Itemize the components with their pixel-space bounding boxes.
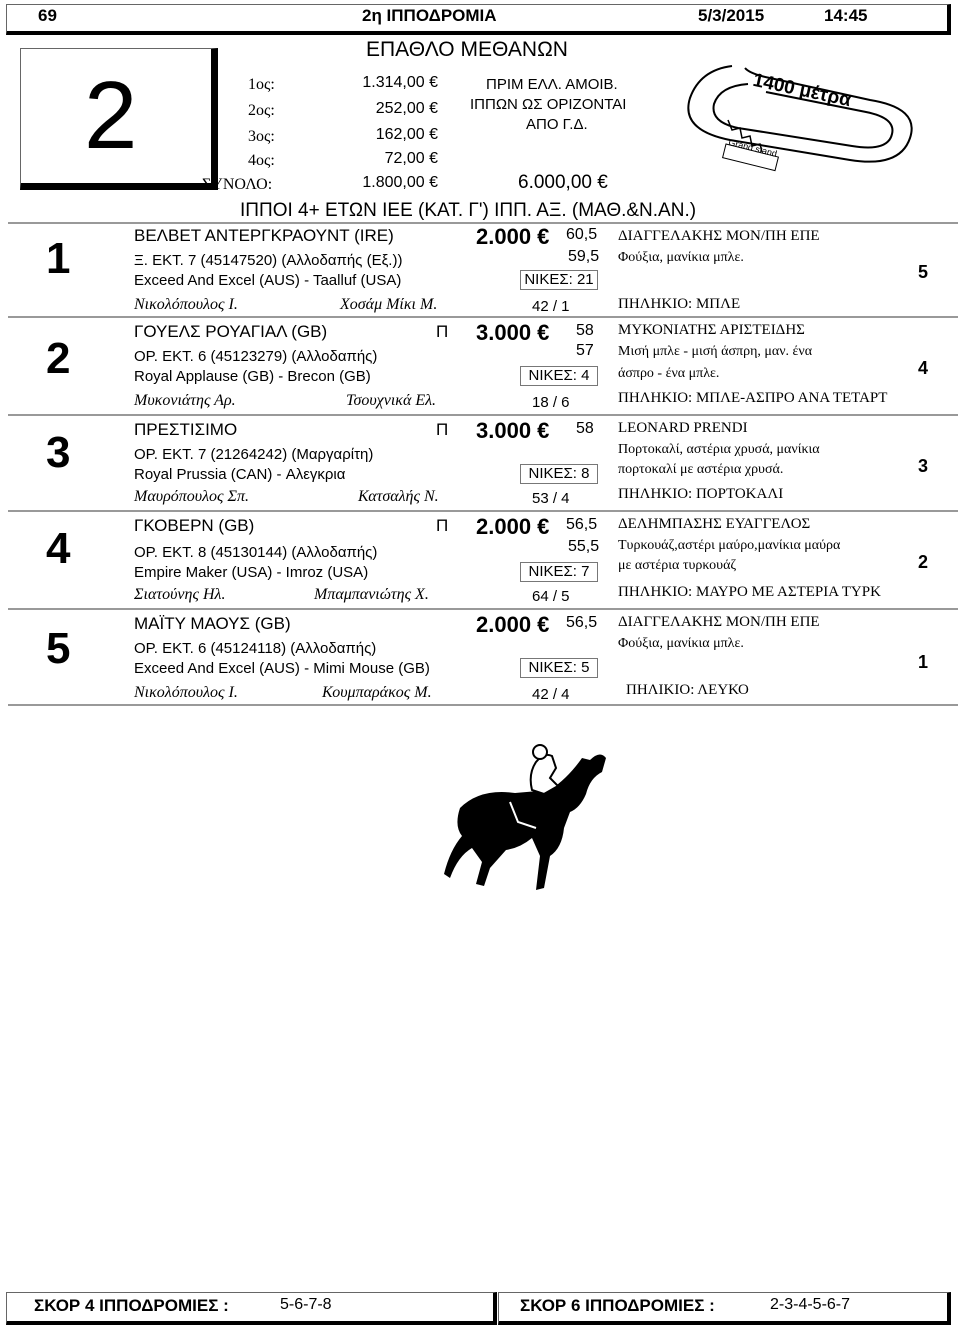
- grand-stand-label: Grand stand: [727, 137, 779, 159]
- horse-silks: Τυρκουάζ,αστέρι μαύρο,μανίκια μαύρα: [618, 538, 841, 553]
- horse-claim: 2.000 €: [476, 514, 550, 539]
- horse-wins: ΝΙΚΕΣ: 21: [520, 270, 598, 290]
- horse-post: 3: [918, 456, 929, 476]
- prize-place-1: 1ος:: [248, 76, 275, 93]
- page-number: 69: [38, 6, 57, 25]
- horse-jockey: Μαυρόπουλος Σπ.: [134, 488, 250, 505]
- horse-jockey: Νικολόπουλος Ι.: [134, 296, 238, 313]
- track-map: [670, 48, 930, 173]
- horse-rating: 42 / 4: [532, 686, 570, 703]
- horse-breeding: Royal Prussia (CAN) - Αλεγκρια: [134, 466, 346, 483]
- horse-cap: ΠΗΛΗΚΙΟ: ΠΟΡΤΟΚΑΛΙ: [618, 486, 784, 502]
- horse-claim: 3.000 €: [476, 320, 550, 345]
- horse-trainer: Κουμπαράκος Μ.: [322, 684, 432, 701]
- horse-weight-2: 59,5: [568, 248, 600, 265]
- horse-silks: Φούξια, μανίκια μπλε.: [618, 250, 744, 265]
- horse-silks-2: άσπρο - ένα μπλε.: [618, 366, 720, 381]
- horse-rating: 64 / 5: [532, 588, 570, 605]
- prize-total-label: ΣΥΝΟΛΟ:: [202, 176, 273, 193]
- horse-trainer: Κατσαλής Ν.: [358, 488, 439, 505]
- horse-breeding: Exceed And Excel (AUS) - Taalluf (USA): [134, 272, 402, 289]
- horse-trainer: Χοσάμ Μίκι Μ.: [340, 296, 438, 313]
- horse-weight: 56,5: [566, 516, 598, 533]
- horse-flag: Π: [436, 420, 449, 439]
- horse-rating: 53 / 4: [532, 490, 570, 507]
- horse-silks-2: πορτοκαλί με αστέρια χρυσά.: [618, 462, 784, 477]
- horse-silks: Φούξια, μανίκια μπλε.: [618, 636, 744, 651]
- horse-weight: 58: [576, 420, 594, 437]
- horse-silks: Πορτοκαλί, αστέρια χρυσά, μανίκια: [618, 442, 820, 457]
- score4-value: 5-6-7-8: [280, 1296, 332, 1313]
- horse-owner: ΜΥΚΟΝΙΑΤΗΣ ΑΡΙΣΤΕΙΔΗΣ: [618, 322, 805, 338]
- horse-silks: Μισή μπλε - μισή άσπρη, μαν. ένα: [618, 344, 813, 359]
- horse-post: 5: [918, 262, 929, 282]
- prize-amount-3: 162,00 €: [375, 126, 438, 143]
- race-title: ΕΠΑΘΛΟ ΜΕΘΑΝΩΝ: [366, 38, 568, 61]
- horse-name: ΠΡΕΣΤΙΣΙΜΟ: [134, 420, 238, 439]
- horse-cap: ΠΗΛΗΚΙΟ: ΜΑΥΡΟ ΜΕ ΑΣΤΕΡΙΑ ΤΥΡΚ: [618, 584, 881, 600]
- horse-jockey-illustration: [440, 738, 610, 898]
- track-distance: 1400 μέτρα: [751, 69, 853, 112]
- race-conditions: ΙΠΠΟΙ 4+ ΕΤΩΝ ΙΕΕ (ΚΑΤ. Γ') ΙΠΠ. ΑΞ. (ΜΑΘ.&Ν.ΑΝ.): [240, 200, 697, 221]
- horse-jockey: Σιατούνης Ηλ.: [134, 586, 226, 603]
- prize-place-3: 3ος:: [248, 128, 275, 145]
- horse-wins: ΝΙΚΕΣ: 4: [520, 366, 598, 386]
- horse-number: 3: [46, 428, 71, 477]
- horse-registration: Ξ. ΕΚΤ. 7 (45147520) (Αλλοδαπής (Εξ.)): [134, 252, 403, 269]
- horse-registration: ΟΡ. ΕΚΤ. 6 (45123279) (Αλλοδαπής): [134, 348, 378, 365]
- score6-value: 2-3-4-5-6-7: [770, 1296, 851, 1313]
- horse-weight: 58: [576, 322, 594, 339]
- prize-place-4: 4ος:: [248, 152, 275, 169]
- horse-number: 5: [46, 624, 71, 673]
- race-note-line-2: ΙΠΠΩΝ ΩΣ ΟΡΙΖΟΝΤΑΙ: [470, 96, 627, 113]
- horse-name: ΒΕΛΒΕΤ ΑΝΤΕΡΓΚΡΑΟΥΝΤ (IRE): [134, 226, 394, 245]
- horse-cap: ΠΗΛΗΚΙΟ: ΜΠΛΕ: [618, 296, 741, 312]
- horse-cap: ΠΗΛΙΚΙΟ: ΛΕΥΚΟ: [626, 682, 749, 698]
- horse-owner: ΔΙΑΓΓΕΛΑΚΗΣ ΜΟΝ/ΠΗ ΕΠΕ: [618, 228, 820, 244]
- horse-silks-2: με αστέρια τυρκουάζ: [618, 558, 737, 573]
- horse-name: ΓΟΥΕΛΣ ΡΟΥΑΓΙΑΛ (GB): [134, 322, 328, 341]
- horse-post: 1: [918, 652, 929, 672]
- horse-wins: ΝΙΚΕΣ: 5: [520, 658, 598, 678]
- score6-label: ΣΚΟΡ 6 ΙΠΠΟΔΡΟΜΙΕΣ :: [520, 1296, 715, 1315]
- race-note-line-1: ΠΡΙΜ ΕΛΛ. ΑΜΟΙΒ.: [486, 76, 618, 93]
- horse-post: 4: [918, 358, 929, 378]
- horse-jockey: Νικολόπουλος Ι.: [134, 684, 238, 701]
- horse-owner: ΔΕΛΗΜΠΑΣΗΣ ΕΥΑΓΓΕΛΟΣ: [618, 516, 811, 532]
- horse-claim: 2.000 €: [476, 612, 550, 637]
- prize-total-amount: 1.800,00 €: [362, 174, 438, 191]
- horse-jockey: Μυκονιάτης Αρ.: [134, 392, 236, 409]
- score4-label: ΣΚΟΡ 4 ΙΠΠΟΔΡΟΜΙΕΣ :: [34, 1296, 229, 1315]
- race-bonus: 6.000,00 €: [518, 172, 608, 193]
- horse-wins: ΝΙΚΕΣ: 8: [520, 464, 598, 484]
- horse-number: 1: [46, 234, 71, 283]
- race-note-line-3: ΑΠΟ Γ.Δ.: [526, 116, 588, 133]
- horse-weight: 60,5: [566, 226, 598, 243]
- horse-claim: 3.000 €: [476, 418, 550, 443]
- prize-amount-4: 72,00 €: [384, 150, 438, 167]
- race-date: 5/3/2015: [698, 6, 765, 25]
- horse-breeding: Empire Maker (USA) - Imroz (USA): [134, 564, 369, 581]
- horse-breeding: Exceed And Excel (AUS) - Mimi Mouse (GB): [134, 660, 430, 677]
- horse-flag: Π: [436, 516, 449, 535]
- horse-wins: ΝΙΚΕΣ: 7: [520, 562, 598, 582]
- horse-trainer: Μπαμπανιώτης Χ.: [314, 586, 429, 603]
- horse-flag: Π: [436, 322, 449, 341]
- horse-claim: 2.000 €: [476, 224, 550, 249]
- horse-breeding: Royal Applause (GB) - Brecon (GB): [134, 368, 371, 385]
- horse-owner: ΔΙΑΓΓΕΛΑΚΗΣ ΜΟΝ/ΠΗ ΕΠΕ: [618, 614, 820, 630]
- horse-registration: ΟΡ. ΕΚΤ. 6 (45124118) (Αλλοδαπής): [134, 640, 377, 657]
- horse-registration: ΟΡ. ΕΚΤ. 8 (45130144) (Αλλοδαπής): [134, 544, 378, 561]
- meeting-title: 2η ΙΠΠΟΔΡΟΜΙΑ: [362, 6, 497, 25]
- horse-number: 4: [46, 524, 71, 573]
- horse-name: ΓΚΟΒΕΡΝ (GB): [134, 516, 255, 535]
- horse-post: 2: [918, 552, 929, 572]
- prize-amount-1: 1.314,00 €: [362, 74, 438, 91]
- race-time: 14:45: [824, 6, 868, 25]
- horse-rating: 18 / 6: [532, 394, 570, 411]
- prize-place-2: 2ος:: [248, 102, 275, 119]
- horse-number: 2: [46, 334, 71, 383]
- horse-owner: LEONARD PRENDI: [618, 420, 748, 436]
- horse-rating: 42 / 1: [532, 298, 570, 315]
- prize-amount-2: 252,00 €: [375, 100, 438, 117]
- horse-weight-2: 55,5: [568, 538, 600, 555]
- horse-trainer: Τσουχνικά Ελ.: [346, 392, 437, 409]
- horse-weight-2: 57: [576, 342, 594, 359]
- horse-weight: 56,5: [566, 614, 598, 631]
- horse-cap: ΠΗΛΗΚΙΟ: ΜΠΛΕ-ΑΣΠΡΟ ΑΝΑ ΤΕΤΑΡΤ: [618, 390, 888, 406]
- horse-name: ΜΑΪΤΥ ΜΑΟΥΣ (GB): [134, 614, 291, 633]
- race-number: 2: [84, 62, 138, 169]
- horse-registration: ΟΡ. ΕΚΤ. 7 (21264242) (Μαργαρίτη): [134, 446, 374, 463]
